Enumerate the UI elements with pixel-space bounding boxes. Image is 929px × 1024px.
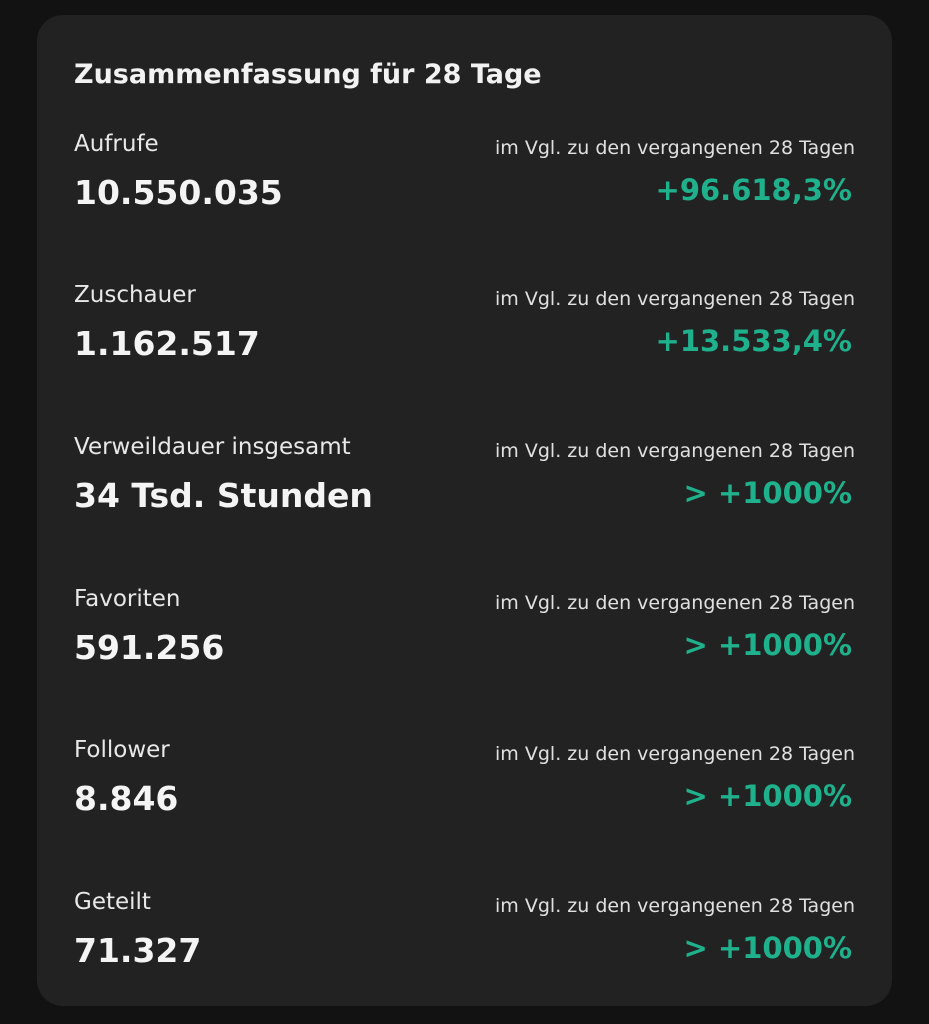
metric-value: 34 Tsd. Stunden [74, 476, 373, 515]
metric-change: +96.618,3% [655, 173, 852, 207]
metric-compare-text: im Vgl. zu den vergangenen 28 Tagen [495, 440, 855, 462]
metric-value: 71.327 [74, 931, 202, 970]
metric-label: Favoriten [74, 586, 181, 612]
metric-watch-time [37, 434, 892, 554]
metric-favorites [37, 586, 892, 706]
metric-label: Aufrufe [74, 131, 159, 157]
metric-value: 591.256 [74, 628, 225, 667]
metric-label: Zuschauer [74, 282, 196, 308]
metric-compare-text: im Vgl. zu den vergangenen 28 Tagen [495, 288, 855, 310]
metric-viewers [37, 282, 892, 402]
metric-compare-text: im Vgl. zu den vergangenen 28 Tagen [495, 137, 855, 159]
metric-change: +13.533,4% [655, 324, 852, 358]
metric-compare-text: im Vgl. zu den vergangenen 28 Tagen [495, 592, 855, 614]
metric-views [37, 131, 892, 251]
metric-label: Follower [74, 737, 170, 763]
metric-label: Geteilt [74, 889, 151, 915]
metric-change: > +1000% [683, 628, 852, 662]
metric-compare-text: im Vgl. zu den vergangenen 28 Tagen [495, 895, 855, 917]
metric-shares [37, 889, 892, 1009]
metric-value: 8.846 [74, 779, 179, 818]
metric-followers [37, 737, 892, 857]
summary-title: Zusammenfassung für 28 Tage [74, 59, 542, 90]
metric-value: 10.550.035 [74, 173, 283, 212]
metric-change: > +1000% [683, 779, 852, 813]
metric-compare-text: im Vgl. zu den vergangenen 28 Tagen [495, 743, 855, 765]
metric-value: 1.162.517 [74, 324, 260, 363]
summary-card [37, 15, 892, 1006]
metric-change: > +1000% [683, 931, 852, 965]
metric-label: Verweildauer insgesamt [74, 434, 351, 460]
metric-change: > +1000% [683, 476, 852, 510]
